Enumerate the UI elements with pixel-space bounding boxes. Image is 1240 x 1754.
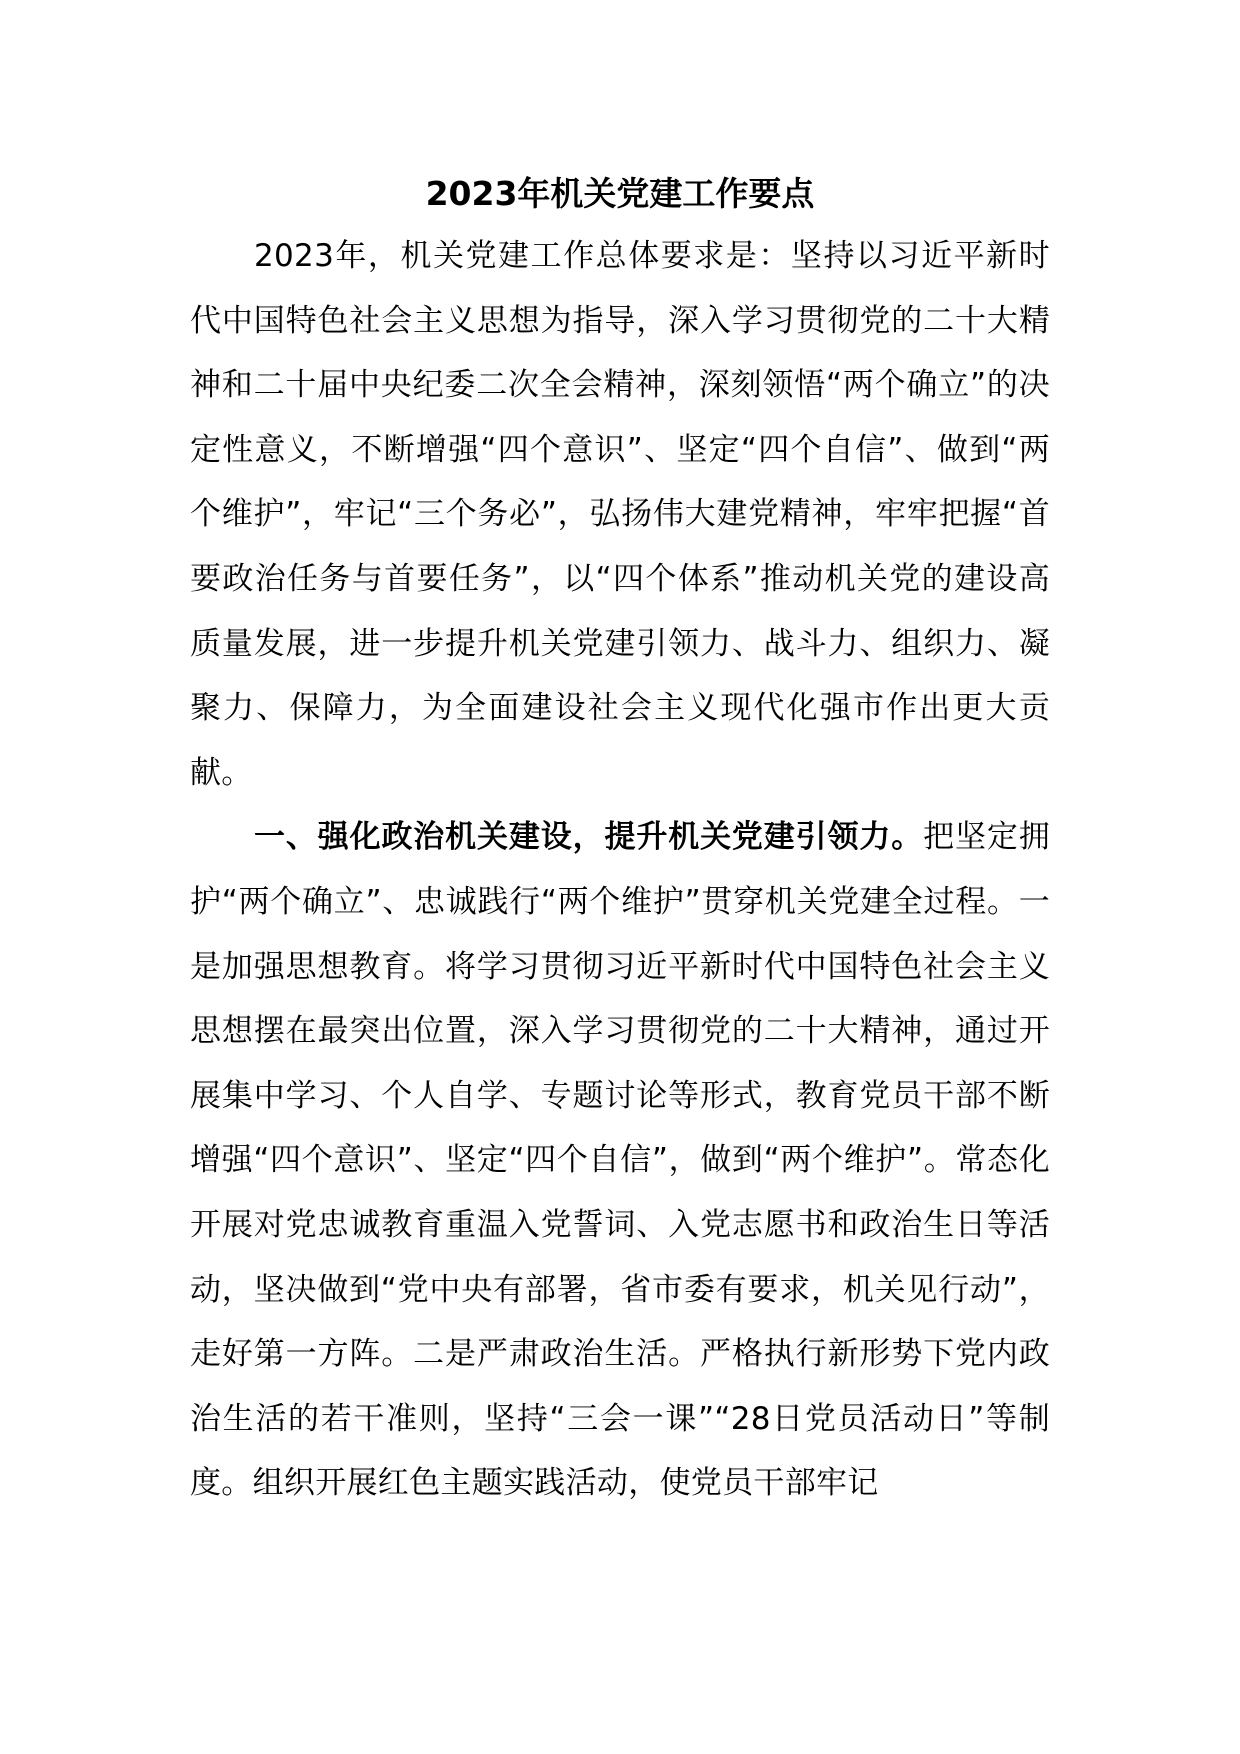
intro-paragraph: 2023年，机关党建工作总体要求是：坚持以习近平新时代中国特色社会主义思想为指导，深入学习贯彻党的二十大精神和二十届中央纪委二次全会精神，深刻领悟“两个确立”的决定性意义，不断增强“四个意识”、坚定“四个自信”、做到“两个维护”，牢记“三个务必”，弘扬伟大建党精神，牢牢把握“首要政治任务与首要任务”，以“四个体系”推动机关党的建设高质量发展，进一步提升机关党建引领力、战斗力、组织力、凝聚力、保障力，为全面建设社会主义现代化强市作出更大贡献。 (190, 238, 1050, 791)
section-1-paragraph (190, 805, 1050, 1516)
section-1-heading: 一、强化政治机关建设，提升机关党建引领力。 (254, 819, 924, 856)
document-page (190, 170, 1050, 1516)
document-title: 2023年机关党建工作要点 (425, 174, 815, 213)
section-1-body: 把坚定拥护“两个确立”、忠诚践行“两个维护”贯穿机关党建全过程。一是加强思想教育。将学习贯彻习近平新时代中国特色社会主义思想摆在最突出位置，深入学习贯彻党的二十大精神，通过开展集中学习、个人自学、专题讨论等形式，教育党员干部不断增强“四个意识”、坚定“四个自信”，做到“两个维护”。常态化开展对党忠诚教育重温入党誓词、入党志愿书和政治生日等活动，坚决做到“党中央有部署，省市委有要求，机关见行动”，走好第一方阵。二是严肃政治生活。严格执行新形势下党内政治生活的若干准则，坚持“三会一课”“28日党员活动日”等制度。组织开展红色主题实践活动，使党员干部牢记 (190, 819, 1050, 1502)
